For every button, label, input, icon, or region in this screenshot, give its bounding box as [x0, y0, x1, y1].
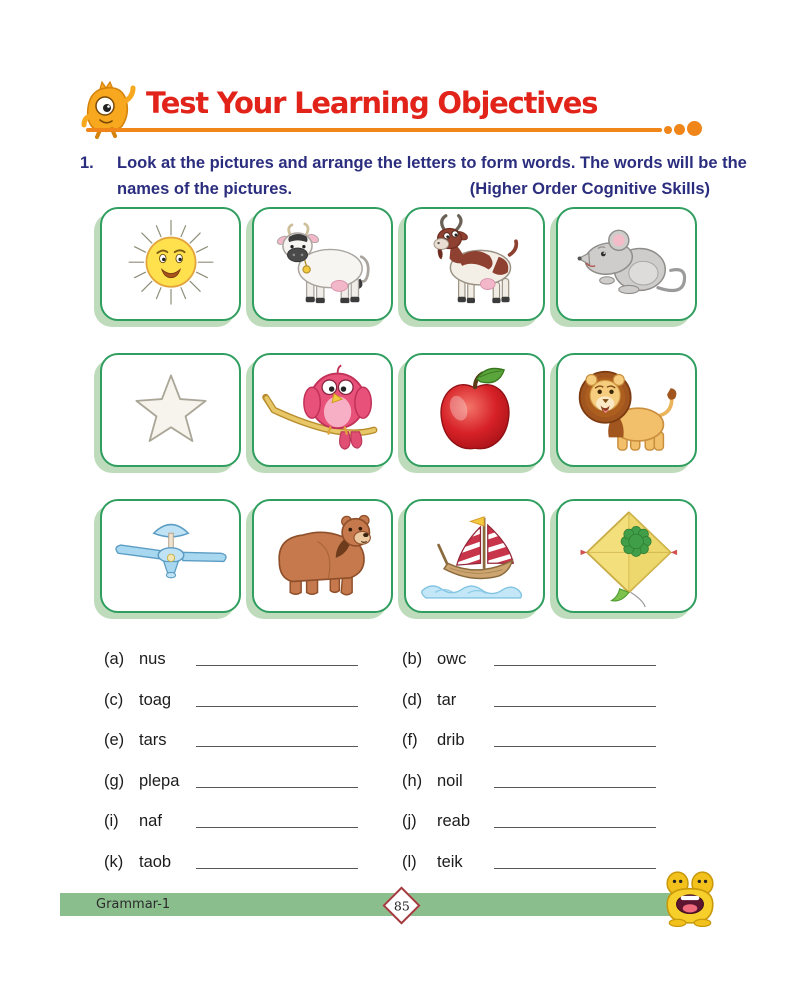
mouse-image [562, 213, 692, 315]
skills-note: (Higher Order Cognitive Skills) [469, 180, 710, 198]
word-item-l [402, 849, 666, 872]
answer-blank-line [494, 787, 656, 788]
picture-card-bear [252, 499, 393, 613]
answer-blank-line [196, 827, 358, 828]
picture-card-kite [556, 499, 697, 613]
accent-dot [664, 126, 672, 134]
word-scrambled: tar [437, 690, 457, 709]
word-scrambled: tars [139, 731, 167, 749]
word-scrambled: owc [437, 650, 467, 668]
apple-image [410, 359, 540, 461]
answer-blank-line [494, 706, 656, 707]
word-item-e [104, 727, 368, 750]
word-scrambled: teik [437, 852, 463, 871]
word-letter: (h) [402, 771, 423, 790]
word-letter: (d) [402, 690, 423, 709]
word-scrambled: drib [437, 731, 465, 749]
word-item-f [402, 727, 666, 750]
cow-image [258, 213, 388, 315]
word-scrambled: toag [139, 690, 172, 709]
answer-blank-line [494, 827, 656, 828]
answer-blank-line [196, 706, 358, 707]
page-title: Test Your Learning Objectives [146, 86, 598, 120]
page-number: 85 [393, 898, 410, 913]
word-item-i [104, 808, 368, 831]
star-image [106, 359, 236, 461]
word-letter: (l) [402, 852, 417, 871]
question-number: 1. [80, 154, 94, 172]
kite-image [562, 505, 692, 607]
picture-card-cow [252, 207, 393, 321]
question-block [80, 150, 747, 202]
picture-card-mouse [556, 207, 697, 321]
sun-image [106, 213, 236, 315]
picture-card-goat [404, 207, 545, 321]
answer-blank-line [196, 746, 358, 747]
picture-card-star [100, 353, 241, 467]
answer-blank-line [196, 787, 358, 788]
word-item-b [402, 646, 666, 669]
bird-image [258, 359, 388, 461]
answer-blank-line [494, 746, 656, 747]
picture-grid [100, 207, 697, 613]
word-scrambled: noil [437, 771, 463, 790]
word-letter: (k) [104, 852, 124, 871]
picture-card-apple [404, 353, 545, 467]
word-item-h [402, 768, 666, 791]
answer-blank-line [494, 868, 656, 869]
word-item-k [104, 849, 368, 872]
book-title: Grammar-1 [96, 897, 171, 912]
word-letter: (g) [104, 771, 125, 790]
word-scrambled: nus [139, 650, 166, 668]
word-item-d [402, 687, 666, 710]
monster-mascot-icon [662, 869, 718, 927]
accent-dot [687, 121, 702, 136]
word-letter: (c) [104, 690, 124, 709]
answer-blank-line [196, 868, 358, 869]
picture-card-fan [100, 499, 241, 613]
bear-image [258, 505, 388, 607]
question-text-line1: Look at the pictures and arrange the letters to form words. The words will be the [117, 154, 747, 172]
picture-card-boat [404, 499, 545, 613]
fan-image [106, 505, 236, 607]
word-letter: (e) [104, 731, 125, 749]
lion-image [562, 359, 692, 461]
picture-card-sun [100, 207, 241, 321]
word-scrambled: taob [139, 852, 172, 871]
goat-image [410, 213, 540, 315]
picture-card-bird [252, 353, 393, 467]
word-item-j [402, 808, 666, 831]
word-letter: (j) [402, 812, 417, 830]
word-letter: (b) [402, 650, 423, 668]
accent-dot [674, 124, 685, 135]
answer-blank-line [494, 665, 656, 666]
word-scrambled: reab [437, 812, 471, 830]
word-item-c [104, 687, 368, 710]
word-letter: (a) [104, 650, 125, 668]
word-list [104, 646, 666, 872]
word-letter: (f) [402, 731, 418, 749]
word-item-g [104, 768, 368, 791]
picture-card-lion [556, 353, 697, 467]
boat-image [410, 505, 540, 607]
word-scrambled: plepa [139, 771, 180, 790]
question-text-line2: names of the pictures. [117, 180, 293, 198]
word-scrambled: naf [139, 812, 162, 830]
answer-blank-line [196, 665, 358, 666]
title-underline [86, 128, 662, 132]
word-letter: (i) [104, 812, 119, 830]
word-item-a [104, 646, 368, 669]
